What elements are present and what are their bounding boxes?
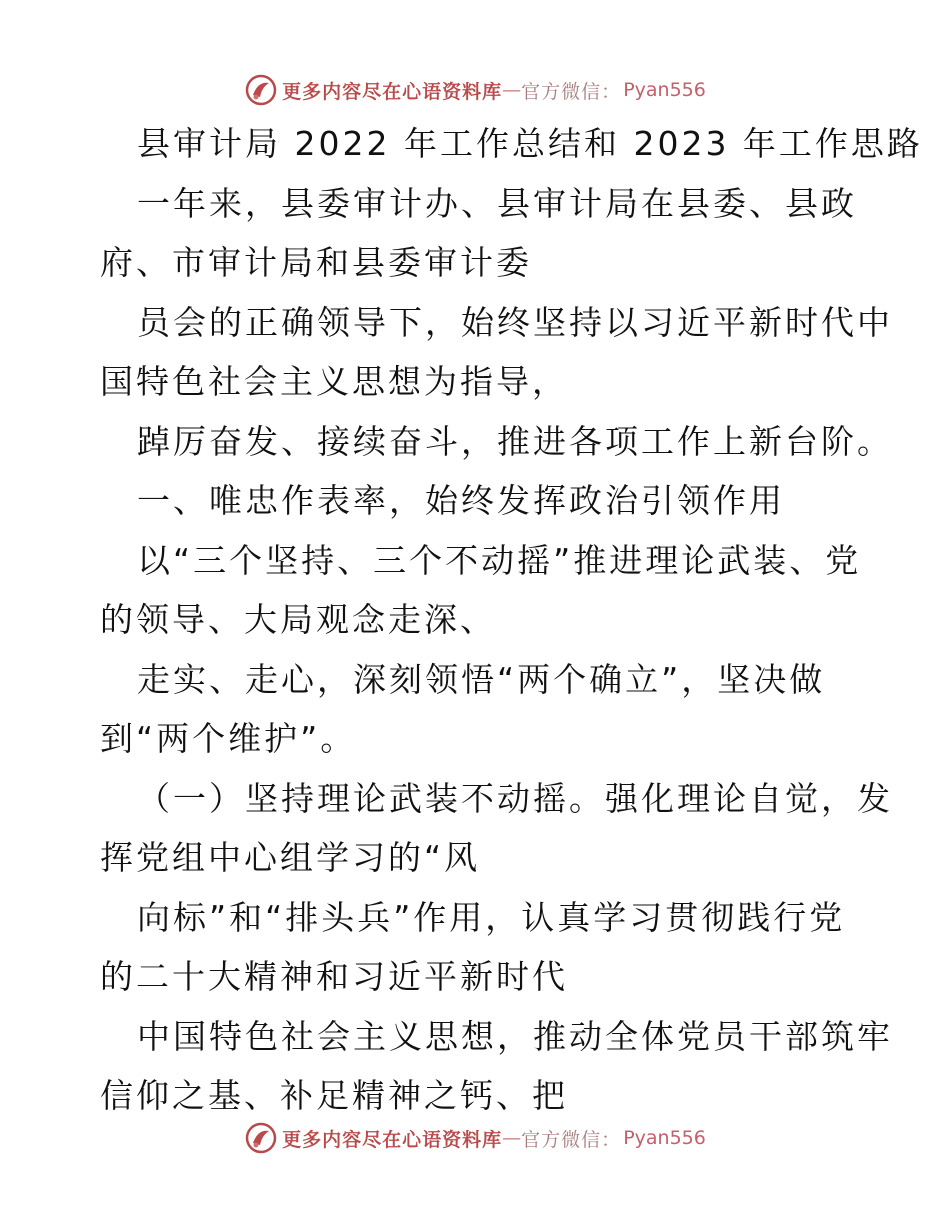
watermark-separator: — [502,79,522,101]
paragraph-line: 中国特色社会主义思想，推动全体党员干部筑牢 [137,1017,893,1056]
watermark-main-text: 更多内容尽在心语资料库 [282,80,503,103]
section-heading: 一、唯忠作表率，始终发挥政治引领作用 [137,481,785,520]
paragraph-line: 挥党组中心组学习的“风 [100,838,481,877]
paragraph-line: 员会的正确领导下，始终坚持以习近平新时代中 [137,303,893,342]
paragraph-line: 信仰之基、补足精神之钙、把 [100,1076,568,1115]
document-title: 县审计局 2022 年工作总结和 2023 年工作思路 [137,124,923,163]
watermark-logo-icon [244,1121,278,1155]
paragraph-line: 府、市审计局和县委审计委 [100,243,532,282]
paragraph-line: 踔厉奋发、接续奋斗，推进各项工作上新台阶。 [137,422,893,461]
watermark-official-label: 官方微信： [521,80,622,103]
watermark-wechat-id: Pyan556 [623,1127,706,1149]
paragraph-line: 国特色社会主义思想为指导， [100,362,568,401]
paragraph-line: 走实、走心，深刻领悟“两个确立”，坚决做 [137,660,826,699]
watermark-wechat-id: Pyan556 [623,79,706,101]
watermark-header [0,68,950,112]
paragraph-line: 向标”和“排头兵”作用，认真学习贯彻践行党 [137,898,846,937]
paragraph-line: 的二十大精神和习近平新时代 [100,957,568,996]
watermark-main-text: 更多内容尽在心语资料库 [282,1128,503,1151]
watermark-footer [0,1116,950,1160]
watermark-official-label: 官方微信： [521,1128,622,1151]
paragraph-line: 一年来，县委审计办、县审计局在县委、县政 [137,184,857,223]
paragraph-line: 的领导、大局观念走深、 [100,600,496,639]
watermark-logo-icon [244,73,278,107]
paragraph-line: 到“两个维护”。 [100,719,357,758]
watermark-separator: — [502,1127,522,1149]
subsection-line: （一）坚持理论武装不动摇。强化理论自觉，发 [137,779,893,818]
paragraph-line: 以“三个坚持、三个不动摇”推进理论武装、党 [137,541,862,580]
